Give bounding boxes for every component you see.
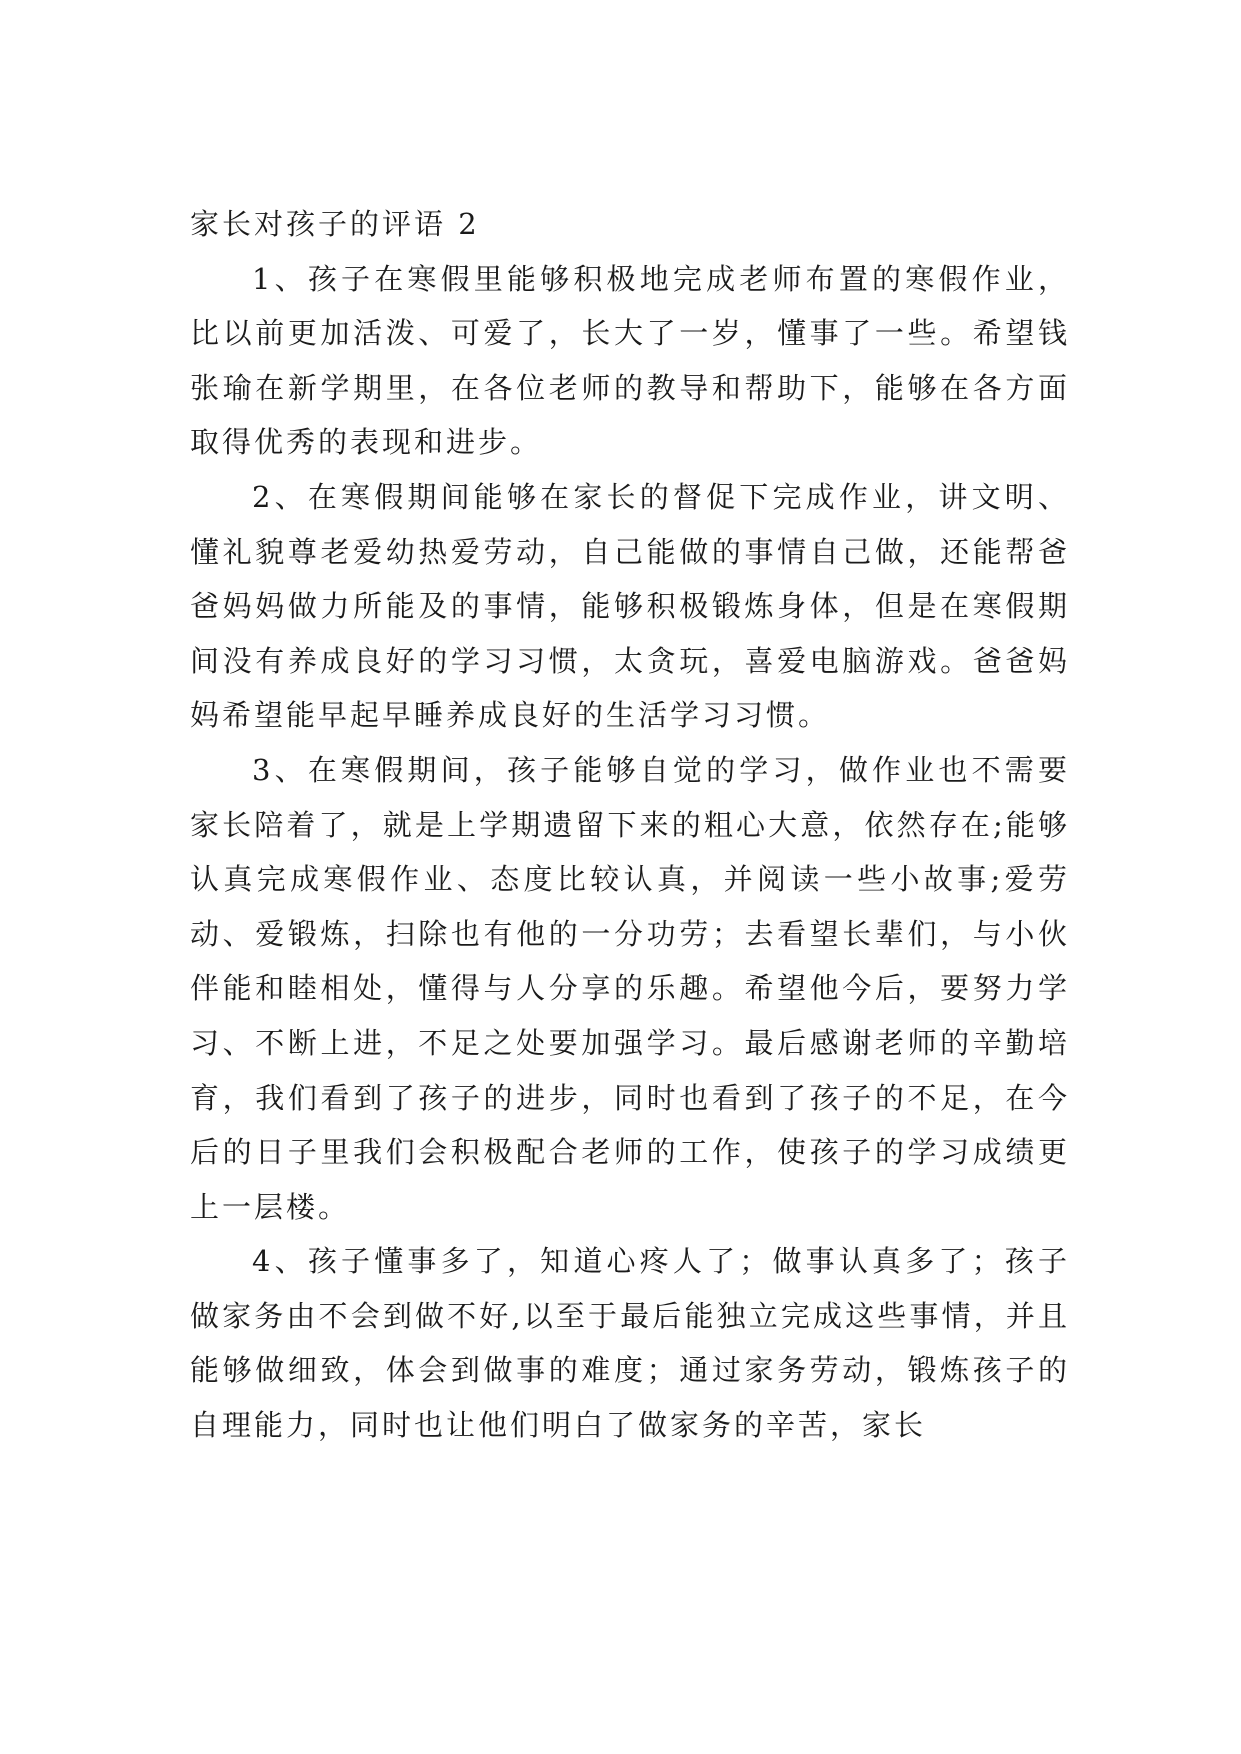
paragraph-2: 2、在寒假期间能够在家长的督促下完成作业，讲文明、懂礼貌尊老爱幼热爱劳动，自己能做的事情自己做，还能帮爸爸妈妈做力所能及的事情，能够积极锻炼身体，但是在寒假期间没有养成良好的学习习惯，太贪玩，喜爱电脑游戏。爸爸妈妈希望能早起早睡养成良好的生活学习习惯。 <box>190 479 1070 733</box>
document-body <box>190 197 1070 1453</box>
paragraph-1: 1、孩子在寒假里能够积极地完成老师布置的寒假作业，比以前更加活泼、可爱了，长大了一岁，懂事了一些。希望钱张瑜在新学期里，在各位老师的教导和帮助下，能够在各方面取得优秀的表现和进步。 <box>190 261 1070 460</box>
document-title: 家长对孩子的评语 2 <box>190 207 480 241</box>
paragraph-3: 3、在寒假期间，孩子能够自觉的学习，做作业也不需要家长陪着了，就是上学期遗留下来的粗心大意，依然存在;能够认真完成寒假作业、态度比较认真，并阅读一些小故事;爱劳动、爱锻炼，扫除也有他的一分功劳；去看望长辈们，与小伙伴能和睦相处，懂得与人分享的乐趣。希望他今后，要努力学习、不断上进，不足之处要加强学习。最后感谢老师的辛勤培育，我们看到了孩子的进步，同时也看到了孩子的不足，在今后的日子里我们会积极配合老师的工作，使孩子的学习成绩更上一层楼。 <box>190 752 1070 1224</box>
paragraph-4: 4、孩子懂事多了，知道心疼人了；做事认真多了；孩子做家务由不会到做不好,以至于最后能独立完成这些事情，并且能够做细致，体会到做事的难度；通过家务劳动，锻炼孩子的自理能力，同时也让他们明白了做家务的辛苦，家长 <box>190 1244 1070 1443</box>
